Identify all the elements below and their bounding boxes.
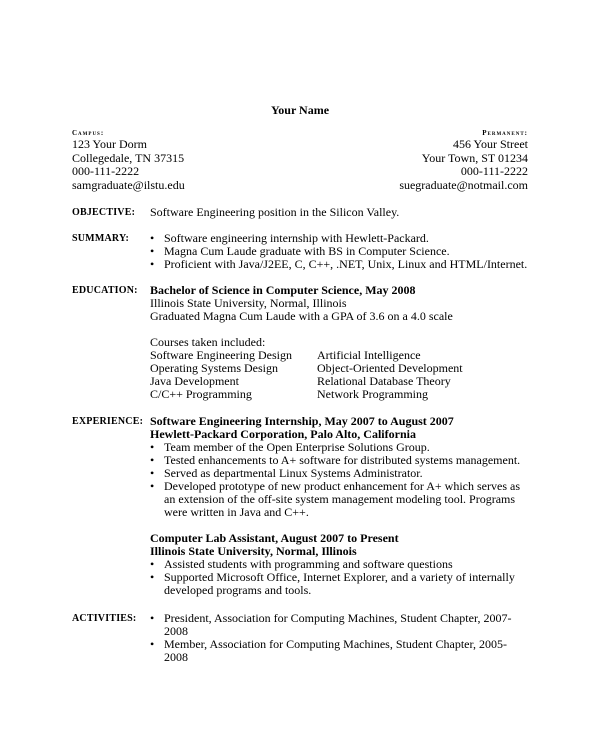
permanent-line1: 456 Your Street [452, 137, 528, 151]
summary-list [150, 232, 530, 271]
list-item: • Magna Cum Laude graduate with BS in Computer Science. [150, 244, 450, 258]
permanent-heading: Permanent: [482, 129, 528, 137]
course-item: Artificial Intelligence [317, 348, 421, 362]
permanent-line2: Your Town, ST 01234 [421, 150, 528, 165]
campus-heading: Campus: [72, 129, 105, 137]
list-item: • Software engineering internship with Hewlett-Packard. [150, 231, 429, 245]
permanent-address [399, 128, 528, 192]
school-name: Illinois State University, Normal, Illinois [150, 296, 347, 310]
list-item: • Team member of the Open Enterprise Solutions Group. [150, 440, 430, 454]
campus-phone: 000-111-2222 [72, 164, 140, 178]
campus-email: samgraduate@ilstu.edu [72, 177, 185, 192]
job-duties-list [150, 558, 530, 597]
job-organization: Illinois State University, Normal, Illinois [150, 544, 357, 558]
course-item: Java Development [150, 374, 239, 388]
courses-heading: Courses taken included: [150, 335, 266, 349]
course-item: Object-Oriented Development [317, 361, 463, 375]
list-item: • Served as departmental Linux Systems Administrator. [150, 466, 423, 480]
activities-list [150, 612, 530, 664]
courses-grid [150, 349, 530, 401]
objective-text: Software Engineering position in the Silicon Valley. [150, 205, 400, 219]
resume-name: Your Name [270, 103, 330, 117]
job-organization: Hewlett-Packard Corporation, Palo Alto, California [150, 427, 416, 441]
education-label: EDUCATION: [72, 285, 138, 296]
list-item: • President, Association for Computing Machines, Student Chapter, 2007-2008 [150, 611, 512, 638]
list-item: • Proficient with Java/J2EE, C, C++, .NET, Unix, Linux and HTML/Internet. [150, 257, 528, 271]
permanent-email: suegraduate@notmail.com [399, 177, 528, 192]
summary-label: SUMMARY: [72, 233, 129, 244]
course-item: C/C++ Programming [150, 387, 252, 401]
campus-line1: 123 Your Dorm [72, 137, 148, 151]
list-item: • Supported Microsoft Office, Internet Explorer, and a variety of internally developed programs and tools. [150, 570, 515, 597]
objective-label: OBJECTIVE: [72, 207, 136, 218]
job-title: Computer Lab Assistant, August 2007 to Present [150, 531, 399, 545]
activities-label: ACTIVITIES: [72, 613, 137, 624]
permanent-phone: 000-111-2222 [460, 164, 528, 178]
list-item: • Tested enhancements to A+ software for distributed systems management. [150, 453, 521, 467]
course-item: Network Programming [317, 387, 428, 401]
honors-text: Graduated Magna Cum Laude with a GPA of 3.6 on a 4.0 scale [150, 309, 453, 323]
campus-address [72, 128, 185, 192]
degree-title: Bachelor of Science in Computer Science, May 2008 [150, 283, 416, 297]
experience-label: EXPERIENCE: [72, 416, 144, 427]
course-item: Relational Database Theory [317, 374, 451, 388]
campus-line2: Collegedale, TN 37315 [72, 150, 185, 165]
list-item: • Assisted students with programming and software questions [150, 557, 453, 571]
course-item: Operating Systems Design [150, 361, 278, 375]
job-title: Software Engineering Internship, May 2007 to August 2007 [150, 414, 454, 428]
list-item: • Developed prototype of new product enhancement for A+ which serves as an extension of the off-site system management modeling tool. Programs were written in Java and C++. [150, 479, 520, 519]
list-item: • Member, Association for Computing Machines, Student Chapter, 2005-2008 [150, 637, 507, 664]
course-item: Software Engineering Design [150, 348, 292, 362]
job-duties-list [150, 441, 530, 519]
